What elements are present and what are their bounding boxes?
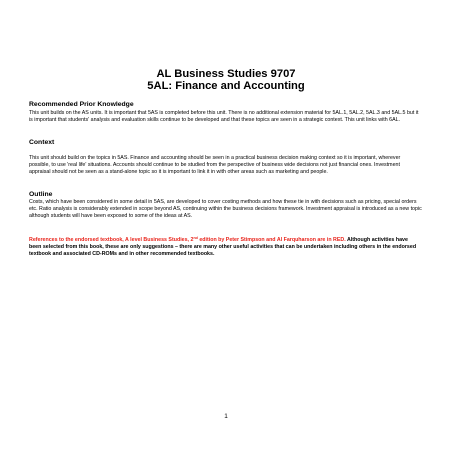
references-highlight: References to the endorsed textbook, A level Business Studies, 2 (29, 237, 194, 243)
references-text: Although activities have (345, 237, 408, 243)
references-highlight-continued: edition by Peter Stimpson and Al Farquharson are in RED. (197, 237, 346, 243)
edition-superscript: nd (193, 236, 198, 240)
document-title: AL Business Studies 9707 (156, 68, 296, 80)
paragraph-line: is important that students' analysis and evaluation skills continue to be developed and that these topics are seen in a strategic context. This unit links with 6AL. (29, 117, 401, 124)
paragraph-line: although students will have been exposed to some of the ideas at AS. (29, 213, 193, 220)
paragraph-line: appraisal should not be seen as a stand-alone topic so it is important to link it in with other areas such as marketing and people. (29, 169, 328, 176)
references-note (29, 237, 427, 259)
document-subtitle: 5AL: Finance and Accounting (147, 80, 305, 92)
references-line: textbook and associated CD-ROMs and in other recommended textbooks. (29, 251, 215, 258)
paragraph-line: This unit builds on the AS units. It is important that 5AS is completed before this unit. There is no additional extension material for 5AL.1, 5AL.2, 5AL.3 and 5AL.5 but it (29, 110, 419, 116)
paragraph-line: etc. Ratio analysis is considerably extended in scope beyond AS, continuing within the business decisions framework. Investment appraisal is introduced as a new topic (29, 206, 422, 213)
paragraph-line: This unit should build on the topics in 5AS. Finance and accounting should be seen in a practical business decision making context so it is important, wherever (29, 155, 401, 161)
section-heading-context: Context (29, 139, 55, 146)
references-line (29, 237, 427, 244)
paragraph-line: possible, to use 'real life' situations. Accounts should continue to be studied from the perspective of business wide decisions not just financial ones. Investment (29, 162, 400, 169)
section-body-prior-knowledge (29, 110, 427, 124)
section-heading-outline: Outline (29, 191, 53, 198)
paragraph-line: Costs, which have been considered in some detail in 5AS, are developed to cover costing methods and how these tie in with decisions such as pricing, special orders (29, 199, 417, 205)
page-number: 1 (224, 413, 228, 420)
section-body-outline (29, 199, 427, 221)
section-heading-prior-knowledge: Recommended Prior Knowledge (29, 101, 134, 108)
section-body-context (29, 155, 427, 177)
references-line: been selected from this book, these are only suggestions – there are many other useful activities that can be undertaken including others in the endorsed (29, 244, 417, 251)
